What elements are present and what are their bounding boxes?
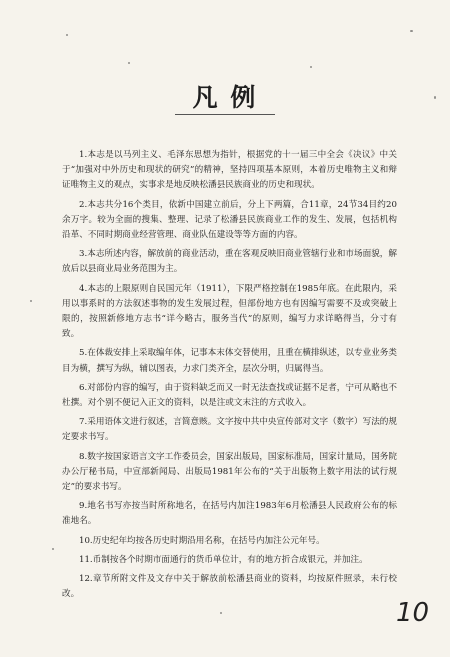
scan-speck [30,300,32,302]
paragraph-8: 8.数字按国家语言文字工作委员会，国家出版局，国家标准局，国家计量局，国务院办公厅秘书局，中宣部新闻局、出版局1981年公布的“关于出版物上数字用法的试行规定”的要求书写。 [62,451,397,493]
document-body [62,148,397,606]
paragraph-10: 10.历史纪年均按各历史时期沿用名称，在括号内加注公元年号。 [79,535,325,546]
paragraph-11: 11.币制按各个时期市面通行的货币单位计，有的地方折合成银元，并加注。 [79,554,368,565]
scan-speck [128,62,130,64]
scan-speck [66,34,68,36]
paragraph-1: 1.本志是以马列主义、毛泽东思想为指针，根据党的十一届三中全会《决议》中关于“加强对中外历史和现状的研究”的精神，坚持四项基本原则，本着历史唯物主义和辩证唯物主义的观点，实事求是地反映松潘县民族商业的历史和现状。 [62,150,397,191]
scan-speck [310,66,312,68]
paragraph-5: 5.在体裁安排上采取编年体，记事本末体交替使用，且重在横排纵述，以专业业务类目为横，撰写为纵，辅以图表，力求门类齐全，层次分明，归属得当。 [62,348,397,374]
paragraph-7: 7.采用语体文进行叙述，言简意赅。文字按中共中央宣传部对文字（数字）写法的规定要求书写。 [62,417,397,443]
page-number: 10 [396,598,430,628]
paragraph-9: 9.地名书写亦按当时所称地名，在括号内加注1983年6月松潘县人民政府公布的标准地名。 [62,501,397,527]
title-underline [175,114,275,115]
paragraph-4: 4.本志的上限原则自民国元年（1911），下限严格控制在1985年底。在此限内，采用以事系时的方法叙述事物的发生发展过程，但部份地方也有因编写需要不及或突破上限的，按照新修地方志书“详今略古，服务当代”的原则，编写力求详略得当，分寸有致。 [62,283,397,340]
paragraph-2: 2.本志共分16个类目，依新中国建立前后，分上下两篇，合11章，24节34目约20余万字。较为全面的搜集、整理、记录了松潘县民族商业工作的发生、发展，包括机构沿革、不同时期商业经营管理、商业队伍建设等等方面的内容。 [62,199,397,241]
scan-speck [410,30,413,32]
paragraph-6: 6.对部份内容的编写，由于资料缺乏而又一时无法查找或证据不足者，宁可从略也不杜撰。对个别不便记入正文的资料，以是注或文末注的方式收入。 [62,382,397,409]
paragraph-3: 3.本志所述内容，解放前的商业活动，重在客观反映旧商业管辖行业和市场面貌，解放后以县商业局业务范围为主。 [62,249,397,275]
scan-speck [52,548,54,550]
paragraph-12: 12.章节所附文件及文存中关于解放前松潘县商业的资料，均按原件照录，未行校改。 [62,574,397,600]
scan-speck [220,612,222,614]
page-title: 凡 例 [192,83,258,112]
